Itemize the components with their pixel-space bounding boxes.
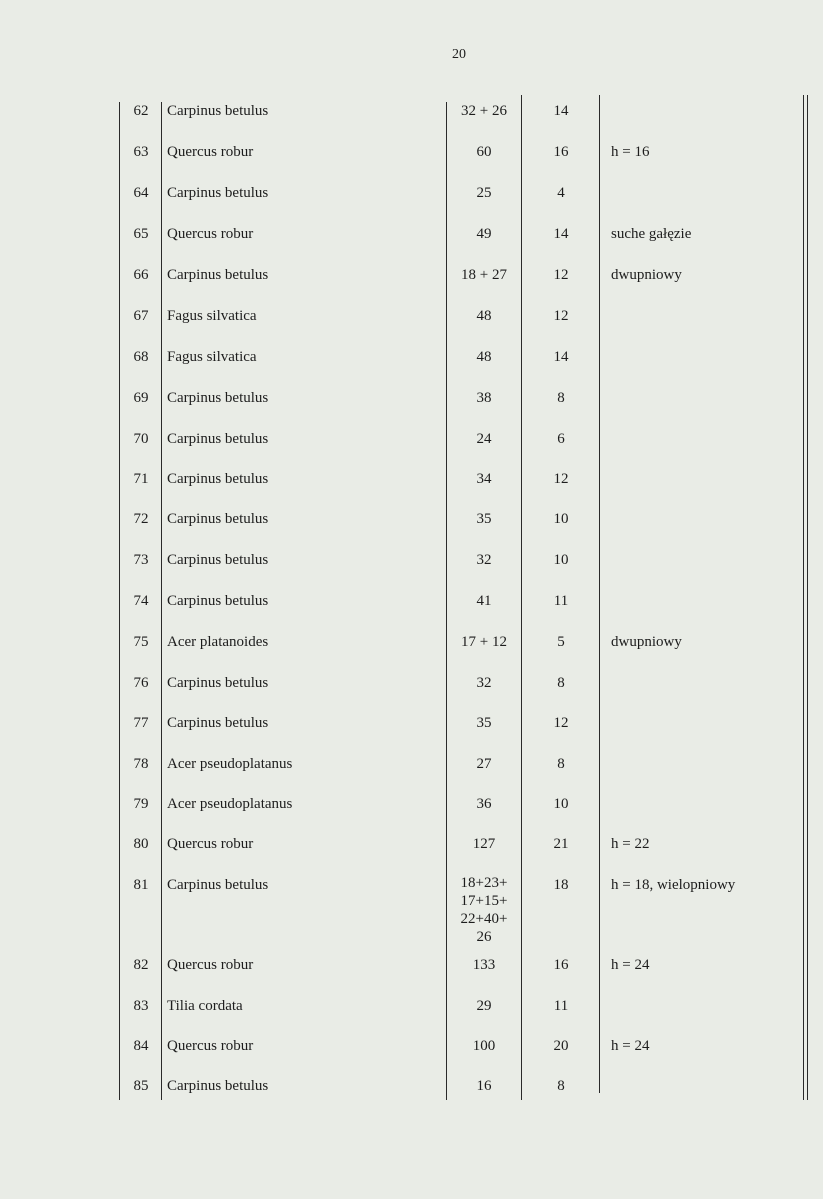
species-name: Quercus robur: [167, 144, 254, 160]
species-name: Carpinus betulus: [167, 715, 269, 731]
tree-height: 11: [553, 998, 569, 1014]
trunk-diameter: 16: [476, 1078, 492, 1094]
table-row: [0, 592, 823, 614]
tree-number: 72: [133, 511, 149, 527]
species-name: Fagus silvatica: [167, 308, 257, 324]
trunk-diameter: 38: [476, 390, 492, 406]
tree-number: 69: [133, 390, 149, 406]
species-name: Carpinus betulus: [167, 593, 269, 609]
trunk-diameter: 60: [476, 144, 492, 160]
table-row: [0, 1077, 823, 1099]
tree-height: 14: [553, 226, 569, 242]
table-row: [0, 184, 823, 206]
tree-height: 10: [553, 511, 569, 527]
table-row: [0, 551, 823, 573]
trunk-diameter: 49: [476, 226, 492, 242]
tree-number: 64: [133, 185, 149, 201]
tree-number: 77: [133, 715, 149, 731]
table-row: [0, 633, 823, 655]
table-row: [0, 102, 823, 124]
species-name: Carpinus betulus: [167, 185, 269, 201]
tree-height: 8: [557, 675, 565, 691]
tree-height: 4: [557, 185, 565, 201]
tree-height: 14: [553, 103, 569, 119]
trunk-diameter: 27: [476, 756, 492, 772]
species-name: Acer pseudoplatanus: [167, 796, 293, 812]
tree-number: 67: [133, 308, 149, 324]
trunk-diameter: 32: [476, 552, 492, 568]
tree-height: 8: [557, 1078, 565, 1094]
remarks: h = 24: [611, 1038, 650, 1054]
species-name: Carpinus betulus: [167, 471, 269, 487]
table-row: [0, 876, 823, 898]
species-name: Quercus robur: [167, 1038, 254, 1054]
table-row: [0, 997, 823, 1019]
tree-number: 79: [133, 796, 149, 812]
tree-height: 8: [557, 756, 565, 772]
species-name: Quercus robur: [167, 957, 254, 973]
table-row: [0, 389, 823, 411]
remarks: h = 18, wielopniowy: [611, 877, 736, 893]
species-name: Carpinus betulus: [167, 552, 269, 568]
tree-height: 12: [553, 715, 569, 731]
tree-number: 71: [133, 471, 149, 487]
trunk-diameter: 32: [476, 675, 492, 691]
table-row: [0, 430, 823, 452]
species-name: Acer pseudoplatanus: [167, 756, 293, 772]
tree-number: 70: [133, 431, 149, 447]
page-number: 20: [452, 47, 466, 62]
table-row: [0, 266, 823, 288]
species-name: Carpinus betulus: [167, 877, 269, 893]
tree-height: 16: [553, 957, 569, 973]
tree-number: 65: [133, 226, 149, 242]
trunk-diameter: 24: [476, 431, 492, 447]
tree-number: 66: [133, 267, 149, 283]
table-row: [0, 956, 823, 978]
row-81-diameter-line: 26: [476, 929, 492, 945]
species-name: Tilia cordata: [167, 998, 243, 1014]
remarks: dwupniowy: [611, 634, 682, 650]
table-row: [0, 755, 823, 777]
tree-height: 5: [557, 634, 565, 650]
trunk-diameter: 48: [476, 308, 492, 324]
species-name: Acer platanoides: [167, 634, 269, 650]
tree-height: 14: [553, 349, 569, 365]
table-row: [0, 348, 823, 370]
remarks: dwupniowy: [611, 267, 682, 283]
tree-number: 73: [133, 552, 149, 568]
tree-number: 84: [133, 1038, 149, 1054]
trunk-diameter: 36: [476, 796, 492, 812]
tree-height: 12: [553, 267, 569, 283]
trunk-diameter: 18 + 27: [461, 267, 507, 283]
trunk-diameter: 29: [476, 998, 492, 1014]
tree-number: 82: [133, 957, 149, 973]
tree-height: 20: [553, 1038, 569, 1054]
remarks: h = 24: [611, 957, 650, 973]
tree-height: 18: [553, 877, 569, 893]
species-name: Carpinus betulus: [167, 511, 269, 527]
tree-number: 62: [133, 103, 149, 119]
trunk-diameter: 133: [472, 957, 496, 973]
tree-number: 83: [133, 998, 149, 1014]
table-row: [0, 307, 823, 329]
remarks: h = 22: [611, 836, 650, 852]
table-row: [0, 143, 823, 165]
tree-number: 75: [133, 634, 149, 650]
species-name: Carpinus betulus: [167, 390, 269, 406]
species-name: Quercus robur: [167, 836, 254, 852]
trunk-diameter: 32 + 26: [461, 103, 507, 119]
trunk-diameter: 127: [472, 836, 496, 852]
trunk-diameter: 25: [476, 185, 492, 201]
tree-height: 21: [553, 836, 569, 852]
remarks: h = 16: [611, 144, 650, 160]
table-row: [0, 510, 823, 532]
trunk-diameter: 35: [476, 715, 492, 731]
tree-height: 12: [553, 308, 569, 324]
tree-height: 16: [553, 144, 569, 160]
trunk-diameter: 41: [476, 593, 492, 609]
tree-number: 81: [133, 877, 149, 893]
tree-height: 12: [553, 471, 569, 487]
table-row: [0, 835, 823, 857]
tree-height: 10: [553, 796, 569, 812]
table-row: [0, 714, 823, 736]
row-81-diameter-line: 17+15+: [460, 893, 508, 909]
tree-number: 76: [133, 675, 149, 691]
remarks: suche gałęzie: [611, 226, 692, 242]
table-row: [0, 674, 823, 696]
tree-number: 74: [133, 593, 149, 609]
tree-number: 63: [133, 144, 149, 160]
species-name: Carpinus betulus: [167, 267, 269, 283]
table-row: [0, 470, 823, 492]
tree-height: 11: [553, 593, 569, 609]
trunk-diameter: 17 + 12: [461, 634, 507, 650]
table-row: [0, 795, 823, 817]
species-name: Fagus silvatica: [167, 349, 257, 365]
tree-number: 78: [133, 756, 149, 772]
row-81-diameter: [450, 874, 518, 946]
species-name: Quercus robur: [167, 226, 254, 242]
table-row: [0, 225, 823, 247]
tree-height: 8: [557, 390, 565, 406]
tree-number: 80: [133, 836, 149, 852]
species-name: Carpinus betulus: [167, 675, 269, 691]
species-name: Carpinus betulus: [167, 431, 269, 447]
species-name: Carpinus betulus: [167, 103, 269, 119]
row-81-diameter-line: 22+40+: [460, 911, 508, 927]
table-row: [0, 1037, 823, 1059]
tree-number: 85: [133, 1078, 149, 1094]
trunk-diameter: 48: [476, 349, 492, 365]
tree-height: 10: [553, 552, 569, 568]
trunk-diameter: 35: [476, 511, 492, 527]
row-81-diameter-line: 18+23+: [460, 875, 508, 891]
tree-number: 68: [133, 349, 149, 365]
trunk-diameter: 100: [472, 1038, 496, 1054]
tree-height: 6: [557, 431, 565, 447]
trunk-diameter: 34: [476, 471, 492, 487]
species-name: Carpinus betulus: [167, 1078, 269, 1094]
